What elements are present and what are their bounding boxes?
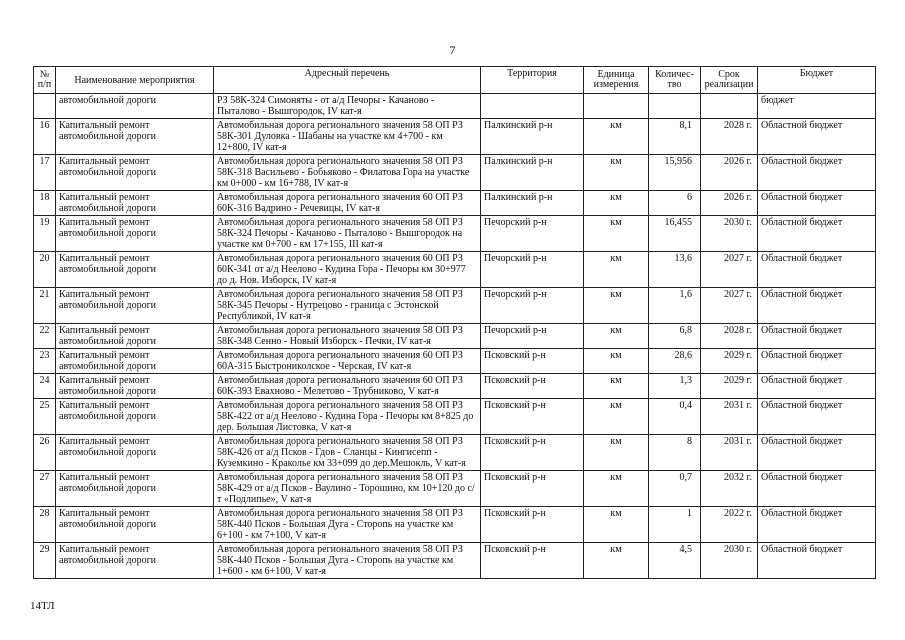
cell-address: Автомобильная дорога регионального значения 58 ОП РЗ 58К-348 Сенно - Новый Изборск - Печки, IV кат-я [214, 324, 481, 349]
cell-budget: Областной бюджет [758, 252, 876, 288]
cell-budget: Областной бюджет [758, 507, 876, 543]
cell-term [701, 94, 758, 119]
header-address: Адресный перечень [214, 67, 481, 94]
cell-name: Капитальный ремонт автомобильной дороги [56, 119, 214, 155]
cell-territory: Псковский р-н [481, 471, 584, 507]
header-budget: Бюджет [758, 67, 876, 94]
cell-address: Автомобильная дорога регионального значения 60 ОП РЗ 60К-341 от а/д Неелово - Кудина Гора - Печоры км 30+977 до д. Нов. Изборск, IV кат-я [214, 252, 481, 288]
cell-quantity [649, 94, 701, 119]
cell-quantity: 13,6 [649, 252, 701, 288]
cell-name: Капитальный ремонт автомобильной дороги [56, 507, 214, 543]
cell-address: Автомобильная дорога регионального значения 58 ОП РЗ 58К-324 Печоры - Качаново - Пыталово - Вышгородок на участке км 0+700 - км 17+155, III кат-я [214, 216, 481, 252]
cell-budget: Областной бюджет [758, 543, 876, 579]
cell-num: 27 [34, 471, 56, 507]
cell-term: 2022 г. [701, 507, 758, 543]
cell-name: Капитальный ремонт автомобильной дороги [56, 543, 214, 579]
cell-address: Автомобильная дорога регионального значения 58 ОП РЗ 58К-426 от а/д Псков - Гдов - Сланцы - Кингисепп - Куземкино - Краколье км 33+099 до дер.Мешокль, V кат-я [214, 435, 481, 471]
cell-address: Автомобильная дорога регионального значения 58 ОП РЗ 58К-422 от а/д Неелово - Кудина Гора - Печоры км 8+825 до дер. Большая Листовка, V кат-я [214, 399, 481, 435]
cell-budget: Областной бюджет [758, 155, 876, 191]
cell-unit: км [584, 543, 649, 579]
header-unit: Единица измерения [584, 67, 649, 94]
cell-budget: Областной бюджет [758, 216, 876, 252]
cell-num: 20 [34, 252, 56, 288]
cell-quantity: 8 [649, 435, 701, 471]
cell-term: 2028 г. [701, 119, 758, 155]
cell-unit: км [584, 435, 649, 471]
table-row [34, 324, 876, 349]
cell-term: 2027 г. [701, 252, 758, 288]
cell-quantity: 1 [649, 507, 701, 543]
cell-budget: бюджет [758, 94, 876, 119]
table-row [34, 119, 876, 155]
cell-name: Капитальный ремонт автомобильной дороги [56, 471, 214, 507]
cell-address: Автомобильная дорога регионального значения 58 ОП РЗ 58К-440 Псков - Большая Дуга - Сторопь на участке км 1+600 - км 6+100, V кат-я [214, 543, 481, 579]
cell-num: 26 [34, 435, 56, 471]
cell-unit: км [584, 252, 649, 288]
cell-term: 2029 г. [701, 349, 758, 374]
cell-territory: Псковский р-н [481, 435, 584, 471]
cell-term: 2026 г. [701, 191, 758, 216]
cell-territory: Псковский р-н [481, 349, 584, 374]
cell-num: 17 [34, 155, 56, 191]
cell-budget: Областной бюджет [758, 191, 876, 216]
cell-quantity: 0,4 [649, 399, 701, 435]
cell-num: 21 [34, 288, 56, 324]
cell-term: 2032 г. [701, 471, 758, 507]
cell-term: 2026 г. [701, 155, 758, 191]
cell-territory: Печорский р-н [481, 252, 584, 288]
table-row [34, 471, 876, 507]
table-row [34, 399, 876, 435]
cell-territory: Палкинский р-н [481, 119, 584, 155]
cell-territory: Псковский р-н [481, 507, 584, 543]
cell-unit: км [584, 374, 649, 399]
cell-territory: Псковский р-н [481, 374, 584, 399]
cell-term: 2031 г. [701, 435, 758, 471]
table-header-row [34, 67, 876, 94]
cell-territory [481, 94, 584, 119]
cell-territory: Печорский р-н [481, 324, 584, 349]
table-row [34, 543, 876, 579]
cell-name: Капитальный ремонт автомобильной дороги [56, 191, 214, 216]
cell-quantity: 6 [649, 191, 701, 216]
header-territory: Территория [481, 67, 584, 94]
table-row [34, 155, 876, 191]
cell-unit: км [584, 324, 649, 349]
page-number: 7 [449, 43, 456, 57]
cell-territory: Палкинский р-н [481, 191, 584, 216]
cell-term: 2029 г. [701, 374, 758, 399]
cell-num: 22 [34, 324, 56, 349]
cell-term: 2030 г. [701, 216, 758, 252]
cell-unit: км [584, 191, 649, 216]
cell-address: Автомобильная дорога регионального значения 60 ОП РЗ 60А-315 Быстрониколское - Черская, IV кат-я [214, 349, 481, 374]
cell-term: 2031 г. [701, 399, 758, 435]
cell-quantity: 16,455 [649, 216, 701, 252]
cell-territory: Псковский р-н [481, 543, 584, 579]
cell-territory: Палкинский р-н [481, 155, 584, 191]
cell-budget: Областной бюджет [758, 349, 876, 374]
table-row [34, 252, 876, 288]
header-num: № п/п [34, 67, 56, 94]
table-row [34, 435, 876, 471]
cell-unit: км [584, 119, 649, 155]
cell-address: Автомобильная дорога регионального значения 58 ОП РЗ 58К-318 Васильево - Бобьяково - Филатова Гора на участке км 0+000 - км 16+788, IV кат-я [214, 155, 481, 191]
cell-name: Капитальный ремонт автомобильной дороги [56, 324, 214, 349]
header-term: Срок реализации [701, 67, 758, 94]
cell-name: Капитальный ремонт автомобильной дороги [56, 435, 214, 471]
table-row [34, 216, 876, 252]
header-name: Наименование мероприятия [56, 67, 214, 94]
cell-num: 28 [34, 507, 56, 543]
cell-unit: км [584, 288, 649, 324]
cell-num: 24 [34, 374, 56, 399]
cell-unit: км [584, 399, 649, 435]
measures-table [33, 66, 876, 579]
cell-quantity: 8,1 [649, 119, 701, 155]
cell-budget: Областной бюджет [758, 288, 876, 324]
cell-territory: Псковский р-н [481, 399, 584, 435]
table-row [34, 94, 876, 119]
cell-quantity: 6,8 [649, 324, 701, 349]
cell-budget: Областной бюджет [758, 435, 876, 471]
table-row [34, 349, 876, 374]
cell-address: Автомобильная дорога регионального значения 58 ОП РЗ 58К-440 Псков - Большая Дуга - Сторопь на участке км 6+100 - км 7+100, V кат-я [214, 507, 481, 543]
cell-address: Автомобильная дорога регионального значения 58 ОП РЗ 58К-429 от а/д Псков - Ваулино - Торошино, км 10+120 до с/т «Подлипье», V кат-я [214, 471, 481, 507]
cell-unit: км [584, 471, 649, 507]
cell-quantity: 28,6 [649, 349, 701, 374]
cell-address: Автомобильная дорога регионального значения 58 ОП РЗ 58К-345 Печоры - Нутрецово - граница с Эстонской Республикой, IV кат-я [214, 288, 481, 324]
cell-num [34, 94, 56, 119]
cell-address: Автомобильная дорога регионального значения 60 ОП РЗ 60К-393 Евахново - Мелетово - Трубниково, V кат-я [214, 374, 481, 399]
cell-budget: Областной бюджет [758, 324, 876, 349]
cell-num: 19 [34, 216, 56, 252]
cell-term: 2028 г. [701, 324, 758, 349]
cell-num: 18 [34, 191, 56, 216]
cell-quantity: 1,3 [649, 374, 701, 399]
cell-territory: Печорский р-н [481, 288, 584, 324]
cell-num: 29 [34, 543, 56, 579]
table-row [34, 374, 876, 399]
cell-term: 2030 г. [701, 543, 758, 579]
cell-num: 16 [34, 119, 56, 155]
cell-budget: Областной бюджет [758, 471, 876, 507]
cell-name: автомобильной дороги [56, 94, 214, 119]
cell-quantity: 1,6 [649, 288, 701, 324]
cell-term: 2027 г. [701, 288, 758, 324]
footer-code: 14ТЛ [30, 600, 55, 612]
cell-budget: Областной бюджет [758, 399, 876, 435]
cell-unit: км [584, 216, 649, 252]
cell-address: Автомобильная дорога регионального значения 60 ОП РЗ 60К-316 Вадрино - Речевицы, IV кат-я [214, 191, 481, 216]
cell-unit: км [584, 349, 649, 374]
cell-territory: Печорский р-н [481, 216, 584, 252]
cell-budget: Областной бюджет [758, 374, 876, 399]
cell-address: Автомобильная дорога регионального значения 58 ОП РЗ 58К-301 Дуловка - Шабаны на участке км 4+700 - км 12+800, IV кат-я [214, 119, 481, 155]
table-row [34, 191, 876, 216]
cell-quantity: 4,5 [649, 543, 701, 579]
cell-quantity: 0,7 [649, 471, 701, 507]
cell-budget: Областной бюджет [758, 119, 876, 155]
cell-unit: км [584, 507, 649, 543]
table-row [34, 288, 876, 324]
cell-name: Капитальный ремонт автомобильной дороги [56, 374, 214, 399]
cell-name: Капитальный ремонт автомобильной дороги [56, 252, 214, 288]
cell-name: Капитальный ремонт автомобильной дороги [56, 216, 214, 252]
cell-name: Капитальный ремонт автомобильной дороги [56, 349, 214, 374]
cell-address: РЗ 58К-324 Симоняты - от а/д Печоры - Качаново - Пыталово - Вышгородок, IV кат-я [214, 94, 481, 119]
cell-name: Капитальный ремонт автомобильной дороги [56, 155, 214, 191]
header-quantity: Количес-тво [649, 67, 701, 94]
cell-name: Капитальный ремонт автомобильной дороги [56, 399, 214, 435]
cell-num: 25 [34, 399, 56, 435]
cell-quantity: 15,956 [649, 155, 701, 191]
cell-name: Капитальный ремонт автомобильной дороги [56, 288, 214, 324]
cell-unit [584, 94, 649, 119]
cell-unit: км [584, 155, 649, 191]
table-row [34, 507, 876, 543]
cell-num: 23 [34, 349, 56, 374]
